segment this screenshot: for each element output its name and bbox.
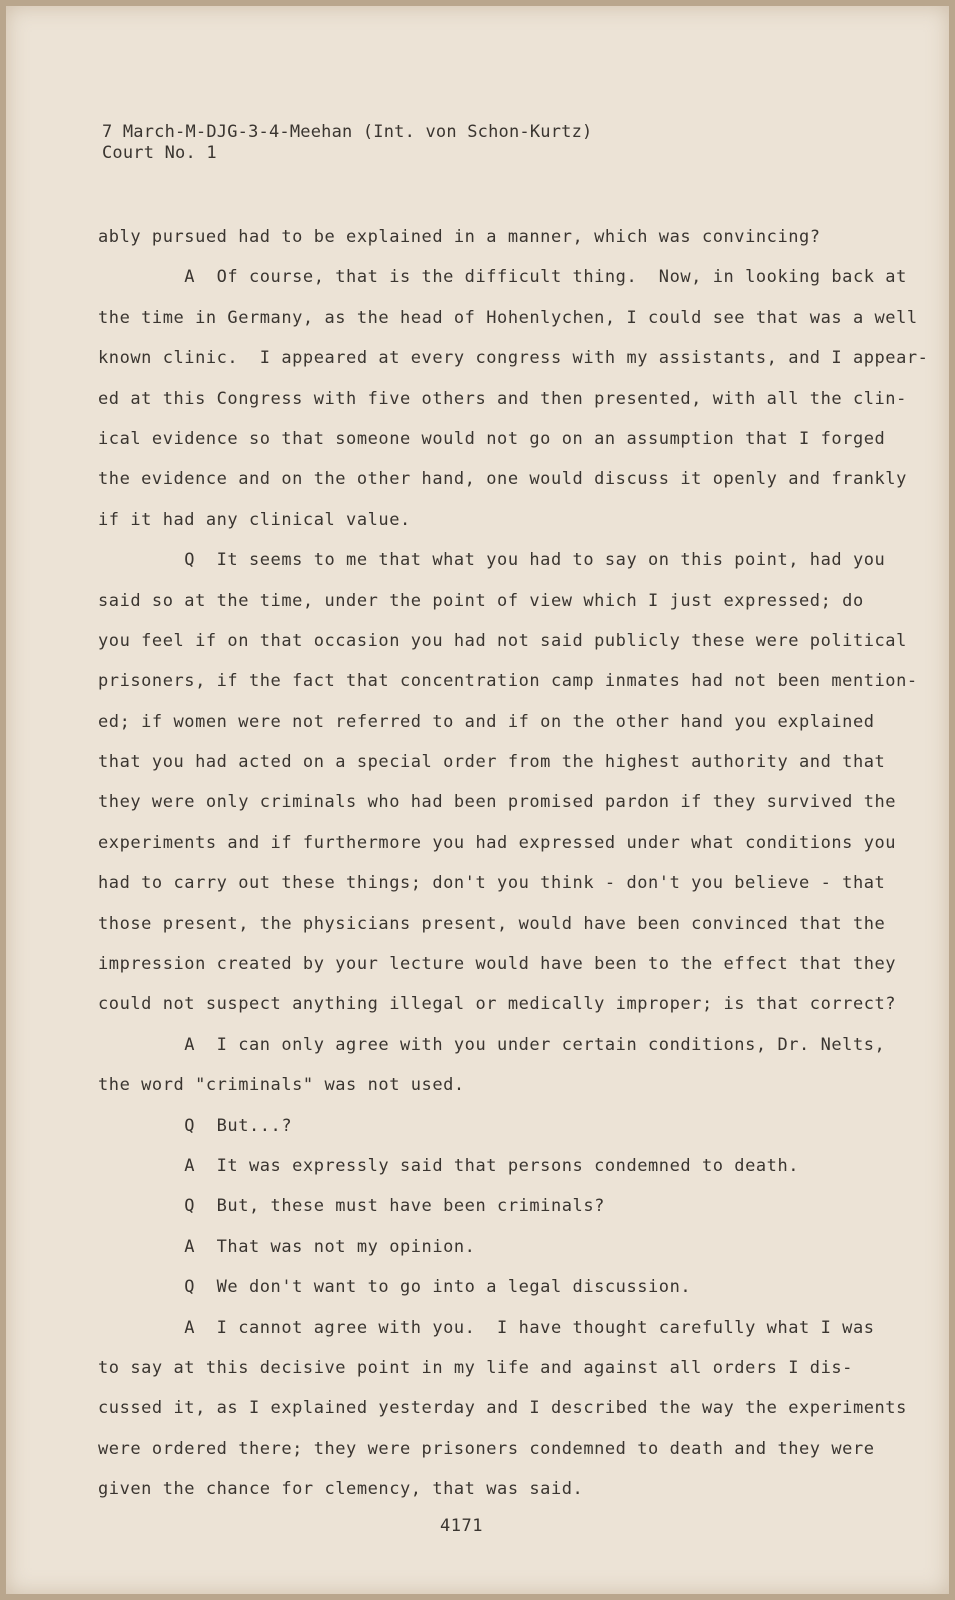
transcript-line: A Of course, that is the difficult thing. Now, in looking back at <box>98 267 907 288</box>
transcript-line: A That was not my opinion. <box>98 1236 476 1257</box>
transcript-line: prisoners, if the fact that concentration camp inmates had not been mention- <box>98 671 918 692</box>
transcript-line: Q But...? <box>98 1115 293 1136</box>
transcript-line: had to carry out these things; don't you think - don't you believe - that <box>98 873 886 894</box>
transcript-line: A I can only agree with you under certain conditions, Dr. Nelts, <box>98 1034 886 1055</box>
document-header <box>102 122 592 164</box>
document-page <box>6 6 949 1594</box>
transcript-line: that you had acted on a special order from the highest authority and that <box>98 752 886 773</box>
header-line-2: Court No. 1 <box>102 143 217 163</box>
transcript-line: could not suspect anything illegal or medically improper; is that correct? <box>98 994 897 1015</box>
transcript-line: were ordered there; they were prisoners condemned to death and they were <box>98 1438 875 1459</box>
transcript-line: the evidence and on the other hand, one would discuss it openly and frankly <box>98 469 907 490</box>
transcript-line: to say at this decisive point in my life and against all orders I dis- <box>98 1357 853 1378</box>
transcript-line: Q It seems to me that what you had to say on this point, had you <box>98 550 886 571</box>
transcript-line: you feel if on that occasion you had not said publicly these were political <box>98 630 907 651</box>
transcript-line: Q We don't want to go into a legal discussion. <box>98 1277 692 1298</box>
transcript-line: ed; if women were not referred to and if on the other hand you explained <box>98 711 875 732</box>
transcript-line: if it had any clinical value. <box>98 509 411 530</box>
transcript-line: the time in Germany, as the head of Hohenlychen, I could see that was a well <box>98 307 918 328</box>
transcript-line: known clinic. I appeared at every congress with my assistants, and I appear- <box>98 348 929 369</box>
transcript-line: said so at the time, under the point of view which I just expressed; do <box>98 590 864 611</box>
transcript-line: given the chance for clemency, that was said. <box>98 1479 584 1500</box>
transcript-line: cussed it, as I explained yesterday and I described the way the experiments <box>98 1398 907 1419</box>
transcript-line: A It was expressly said that persons condemned to death. <box>98 1155 800 1176</box>
header-line-1: 7 March-M-DJG-3-4-Meehan (Int. von Schon-Kurtz) <box>102 122 593 142</box>
transcript-line: the word "criminals" was not used. <box>98 1075 465 1096</box>
transcript-line: ed at this Congress with five others and then presented, with all the clin- <box>98 388 907 409</box>
transcript-line: those present, the physicians present, would have been convinced that the <box>98 913 886 934</box>
transcript-line: ical evidence so that someone would not go on an assumption that I forged <box>98 428 886 449</box>
transcript-body <box>98 222 929 1515</box>
transcript-line: they were only criminals who had been promised pardon if they survived the <box>98 792 897 813</box>
transcript-line: Q But, these must have been criminals? <box>98 1196 605 1217</box>
page-number: 4171 <box>440 1516 483 1536</box>
transcript-line: experiments and if furthermore you had expressed under what conditions you <box>98 832 897 853</box>
transcript-line: ably pursued had to be explained in a manner, which was convincing? <box>98 227 821 247</box>
transcript-line: A I cannot agree with you. I have thought carefully what I was <box>98 1317 875 1338</box>
transcript-line: impression created by your lecture would have been to the effect that they <box>98 954 897 975</box>
